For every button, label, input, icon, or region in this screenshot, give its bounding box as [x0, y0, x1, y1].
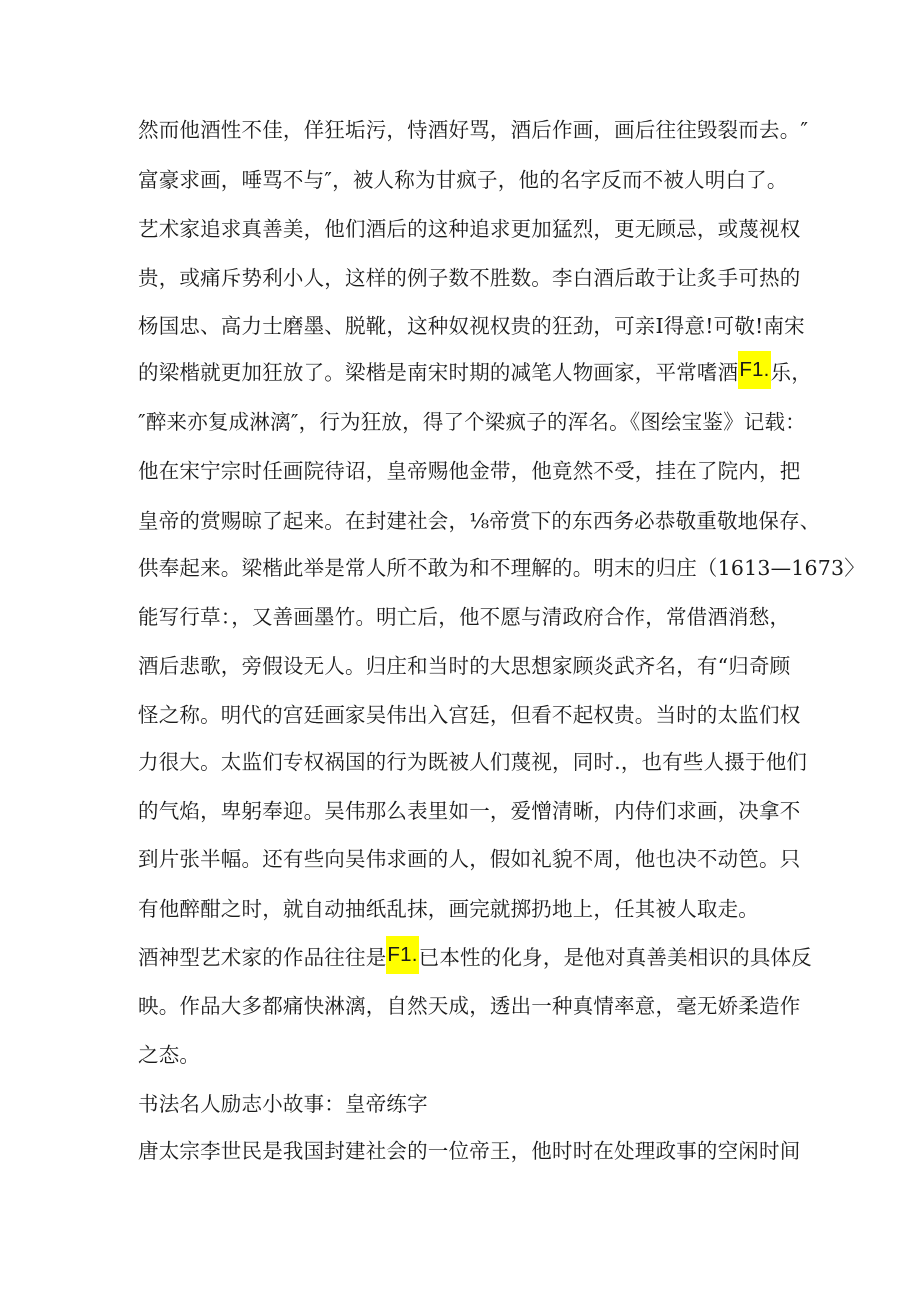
text-segment: 贵，或痛斥势利小人，这样的例子数不胜数。李白酒后敢于让炙手可热的: [138, 266, 801, 290]
text-segment: 映。作品大多都痛快淋漓，自然天成，透出一种真情率意，毫无娇柔造作: [138, 994, 801, 1018]
text-line: [138, 798, 801, 824]
text-segment: 已本性的化身，是他对真善美相识的具体反: [418, 945, 812, 970]
text-segment: 力很大。太监们专权祸国的行为既被人们蔑视，同时.，也有些人摄于他们: [138, 750, 808, 774]
text-line: [138, 846, 801, 872]
text-line: [138, 555, 865, 581]
text-line: [138, 896, 798, 922]
text-line: [138, 313, 805, 339]
text-line: [138, 216, 801, 242]
text-line: [138, 167, 798, 193]
heading-text: 书法名人励志小故事：皇帝练字: [138, 1092, 428, 1116]
text-line: [138, 749, 808, 775]
text-line: [138, 604, 798, 630]
text-line: [138, 458, 801, 484]
text-segment: 酒后悲歌，旁假设无人。归庄和当时的大思想家顾炎武齐名，有“归奇顾: [138, 654, 791, 678]
text-segment: 怪之称。明代的宫廷画家吴伟出入宫廷，但看不起权贵。当时的太监们权: [138, 703, 801, 727]
text-segment: 供奉起来。梁楷此举是常人所不敢为和不理解的。明末的归庄（1613—1673〉: [138, 556, 865, 580]
text-line: [138, 508, 821, 534]
text-line: [138, 265, 801, 291]
text-segment: 他在宋宁宗时任画院待诏，皇帝赐他金带，他竟然不受，挂在了院内，把: [138, 459, 801, 483]
text-segment: 能写行草：，又善画墨竹。明亡后，他不愿与清政府合作，常借酒消愁，: [138, 605, 791, 629]
text-line: [138, 1138, 801, 1164]
text-line: [138, 943, 812, 974]
highlighted-text: F1.: [738, 351, 770, 389]
text-line: [138, 117, 809, 143]
text-line: [138, 993, 801, 1019]
text-segment: 然而他酒性不佳，佯狂垢污，恃酒好骂，酒后作画，画后往往毁裂而去。″: [138, 118, 809, 142]
text-segment: 杨国忠、高力士磨墨、脱靴，这种奴视权贵的狂劲，可亲I得意!可敬!南宋: [138, 314, 805, 338]
text-segment: 有他醉酣之时，就自动抽纸乱抹，画完就掷扔地上，任其被人取走。: [138, 897, 759, 921]
text-segment: 唐太宗李世民是我国封建社会的一位帝王，他时时在处理政事的空闲时间: [138, 1139, 801, 1163]
text-segment: 到片张半幅。还有些向吴伟求画的人，假如礼貌不周，他也决不动笆。只: [138, 847, 801, 871]
section-heading: [138, 1091, 798, 1117]
text-segment: 艺术家追求真善美，他们酒后的这种追求更加猛烈，更无顾忌，或蔑视权: [138, 217, 801, 241]
text-line: [138, 653, 798, 679]
text-segment: 乐，: [770, 360, 812, 385]
highlighted-text: F1.: [386, 936, 418, 974]
text-segment: 富豪求画，唾骂不与″，被人称为甘疯子，他的名字反而不被人明白了。: [138, 168, 788, 192]
text-segment: 酒神型艺术家的作品往往是: [138, 945, 387, 970]
text-segment: ″醉来亦复成淋漓″，行为狂放，得了个梁疯子的浑名。《图绘宝鉴》记载：: [138, 410, 806, 434]
text-segment: 皇帝的赏赐晾了起来。在封建社会，⅛帝赏下的东西务必恭敬重敬地保存、: [138, 509, 821, 533]
text-line: [138, 409, 806, 435]
text-segment: 的气焰，卑躬奉迎。吴伟那么表里如一，爱憎清晰，内侍们求画，决拿不: [138, 799, 801, 823]
text-segment: 之态。: [138, 1043, 201, 1067]
text-line: [138, 702, 801, 728]
text-line: [138, 1042, 798, 1068]
text-line: [138, 358, 812, 389]
text-segment: 的梁楷就更加狂放了。梁楷是南宋时期的减笔人物画家，平常嗜酒: [138, 360, 739, 385]
